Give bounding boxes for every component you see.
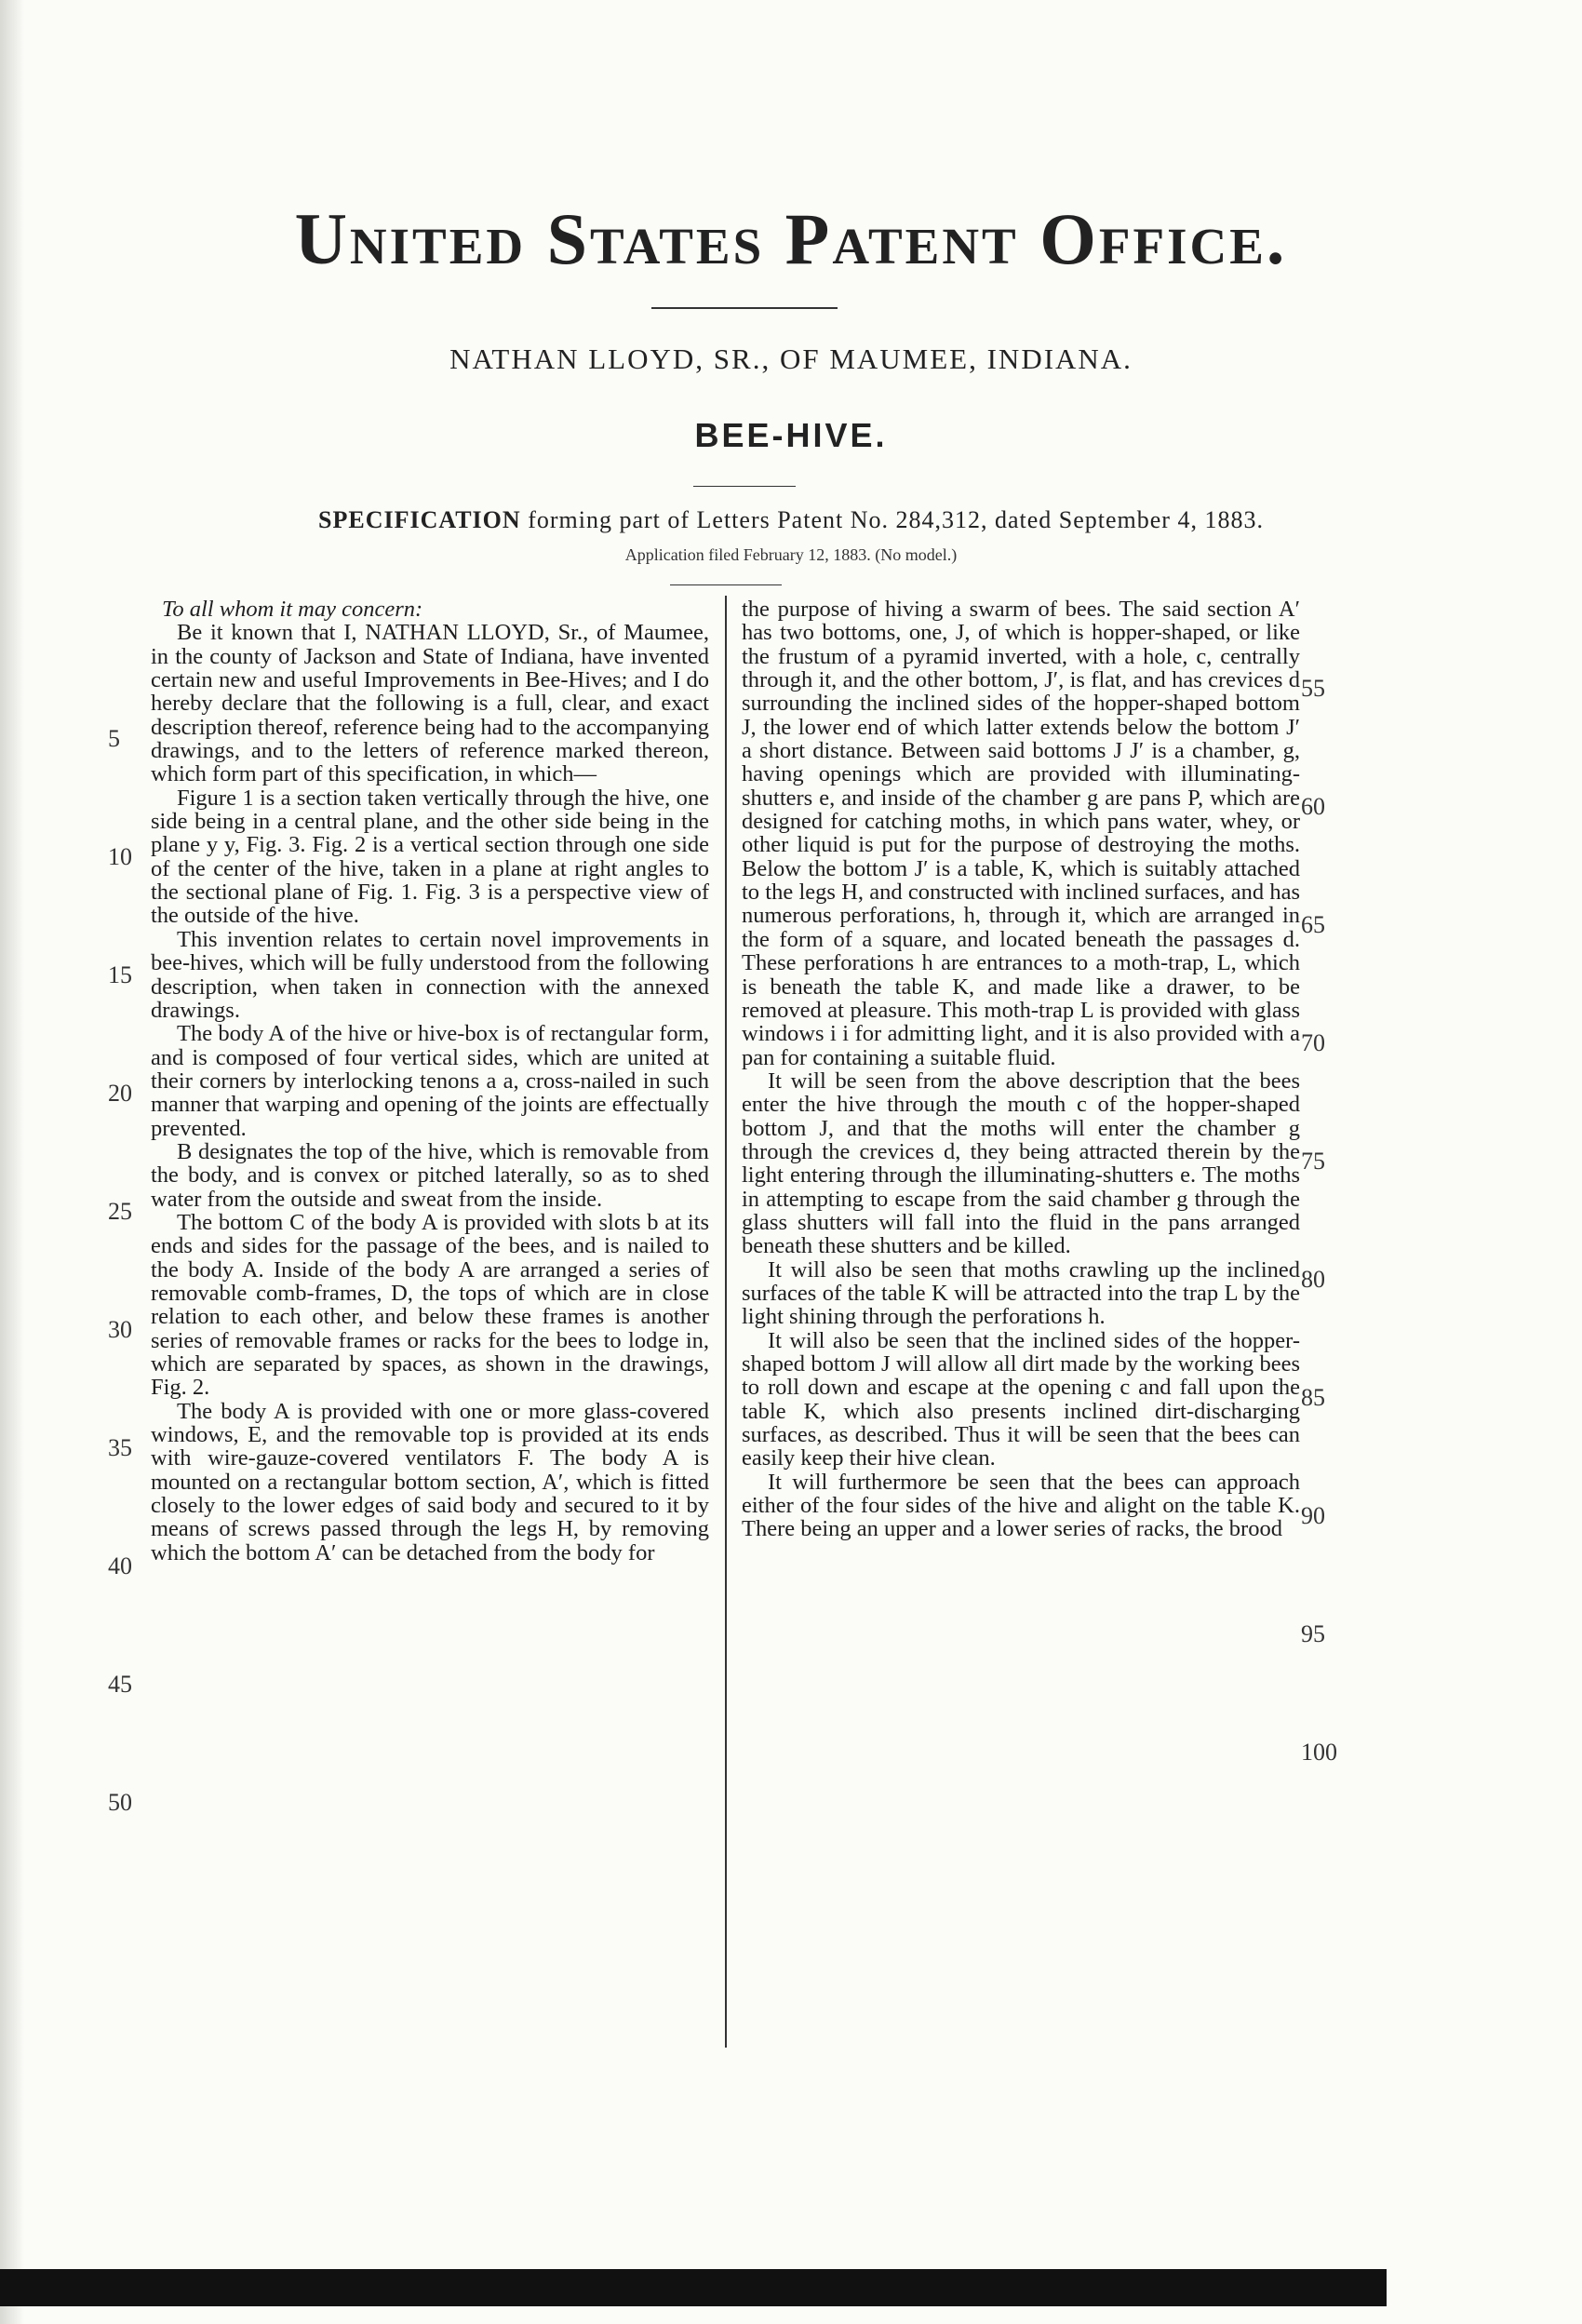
right-text-column <box>742 598 1300 1541</box>
line-number: 65 <box>1301 911 1325 938</box>
line-number: 70 <box>1301 1029 1325 1056</box>
line-number: 20 <box>108 1080 132 1107</box>
left-text-column <box>151 598 709 1565</box>
inventor-line: NATHAN LLOYD, SR., OF MAUMEE, INDIANA. <box>449 343 1133 375</box>
scan-border <box>0 2269 1387 2306</box>
line-number: 40 <box>108 1552 132 1579</box>
line-number: 50 <box>108 1789 132 1816</box>
line-number: 75 <box>1301 1148 1325 1175</box>
salutation: To all whom it may concern: <box>162 597 423 622</box>
line-number: 55 <box>1301 675 1325 702</box>
specification-label: SPECIFICATION <box>318 506 521 533</box>
column-divider <box>725 596 727 2048</box>
line-number: 80 <box>1301 1266 1325 1293</box>
line-number: 45 <box>108 1671 132 1698</box>
line-number: 30 <box>108 1316 132 1343</box>
divider <box>670 584 782 585</box>
line-number: 25 <box>108 1198 132 1225</box>
paragraph: It will be seen from the above description that the bees enter the hive through the mouth c of the hopper-shaped bottom J, and that the moths will enter the chamber g through the crevices d, they being attracted therein by the light entering through the illuminating-shutters e. The moths in attempting to escape from the said chamber g through the glass shutters will fall into the fluid in the pans arranged beneath these shutters and be killed. <box>742 1068 1300 1259</box>
paragraph: The body A of the hive or hive-box is of rectangular form, and is composed of four vertical sides, which are united at their corners by interlocking tenons a a, cross-nailed in such manner that warping and opening of the joints are effectually prevented. <box>151 1021 709 1141</box>
line-number: 95 <box>1301 1620 1325 1647</box>
paragraph: The bottom C of the body A is provided with slots b at its ends and sides for the passage of the bees, and is nailed to the body A. Inside of the body A are arranged a series of removable comb-frames, D, the tops of which are in close relation to each other, and below these frames is another series of removable frames or racks for the bees to lodge in, which are separated by spaces, as shown in the drawings, Fig. 2. <box>151 1209 709 1401</box>
paragraph: the purpose of hiving a swarm of bees. The said section A′ has two bottoms, one, J, of which is hopper-shaped, or like the frustum of a pyramid inverted, with a hole, c, centrally through it, and the other bottom, J′, is flat, and has crevices d surrounding the inclined sides of the hopper-shaped bottom J, the lower end of which latter extends below the bottom J′ a short distance. Between said bottoms J J′ is a chamber, g, having openings which are provided with illuminating-shutters e, and inside of the chamber g are pans P, which are designed for catching moths, in which pans water, whey, or other liquid is put for the purpose of destroying the moths. Below the bottom J′ is a table, K, which is suitably attached to the legs H, and constructed with inclined surfaces, and has numerous perforations, h, through it, which are arranged in the form of a square, and located beneath the passages d. These perforations h are entrances to a moth-trap, L, which is beneath the table K, and made like a drawer, to be removed at pleasure. This moth-trap L is provided with glass windows i i for admitting light, and it is also provided with a pan for containing a suitable fluid. <box>742 597 1300 1070</box>
line-number: 35 <box>108 1434 132 1461</box>
application-filed-line: Application filed February 12, 1883. (No model.) <box>624 545 958 564</box>
divider <box>651 307 838 309</box>
paragraph: It will furthermore be seen that the bees can approach either of the four sides of the hive and alight on the table K. There being an upper and a lower series of racks, the brood <box>742 1469 1300 1542</box>
paragraph: It will also be seen that the inclined sides of the hopper-shaped bottom J will allow all dirt made by the working bees to roll down and escape at the opening c and fall upon the table K, which also presents inclined dirt-discharging surfaces, as described. Thus it will be seen that the bees can easily keep their hive clean. <box>742 1327 1300 1471</box>
paragraph: The body A is provided with one or more glass-covered windows, E, and the removable top is provided at its ends with wire-gauze-covered ventilators F. The body A is mounted on a rectangular bottom section, A′, which is fitted closely to the lower edges of said body and secured to it by means of screws passed through the legs H, by removing which the bottom A′ can be detached from the body for <box>151 1398 709 1565</box>
line-number: 10 <box>108 843 132 870</box>
specification-details: forming part of Letters Patent No. 284,312, dated September 4, 1883. <box>528 506 1264 533</box>
line-number: 15 <box>108 961 132 988</box>
specification-line <box>0 506 1582 534</box>
invention-title: BEE-HIVE. <box>694 416 888 454</box>
paragraph: B designates the top of the hive, which is removable from the body, and is convex or pitched laterally, so as to shed water from the outside and sweat from the inside. <box>151 1138 709 1212</box>
paragraph: Be it known that I, NATHAN LLOYD, Sr., of Maumee, in the county of Jackson and State of Indiana, have invented certain new and useful Improvements in Bee-Hives; and I do hereby declare that the following is a full, clear, and exact description thereof, reference being had to the accompanying drawings, and to the letters of reference marked thereon, which form part of this specification, in which— <box>151 620 709 787</box>
office-title: United States Patent Office. <box>294 198 1288 279</box>
line-number: 60 <box>1301 793 1325 820</box>
line-number: 5 <box>108 725 120 752</box>
divider <box>693 486 796 487</box>
line-number: 90 <box>1301 1502 1325 1529</box>
paragraph: It will also be seen that moths crawling up the inclined surfaces of the table K will be attracted into the trap L by the light shining through the perforations h. <box>742 1256 1300 1330</box>
paragraph: Figure 1 is a section taken vertically through the hive, one side being in a central plane, and the other side being in the plane y y, Fig. 3. Fig. 2 is a vertical section through one side of the center of the hive, taken in a plane at right angles to the sectional plane of Fig. 1. Fig. 3 is a perspective view of the outside of the hive. <box>151 785 709 929</box>
line-number: 100 <box>1301 1739 1337 1766</box>
paragraph: This invention relates to certain novel improvements in bee-hives, which will be fully understood from the following description, when taken in connection with the annexed drawings. <box>151 926 709 1023</box>
line-number: 85 <box>1301 1384 1325 1411</box>
